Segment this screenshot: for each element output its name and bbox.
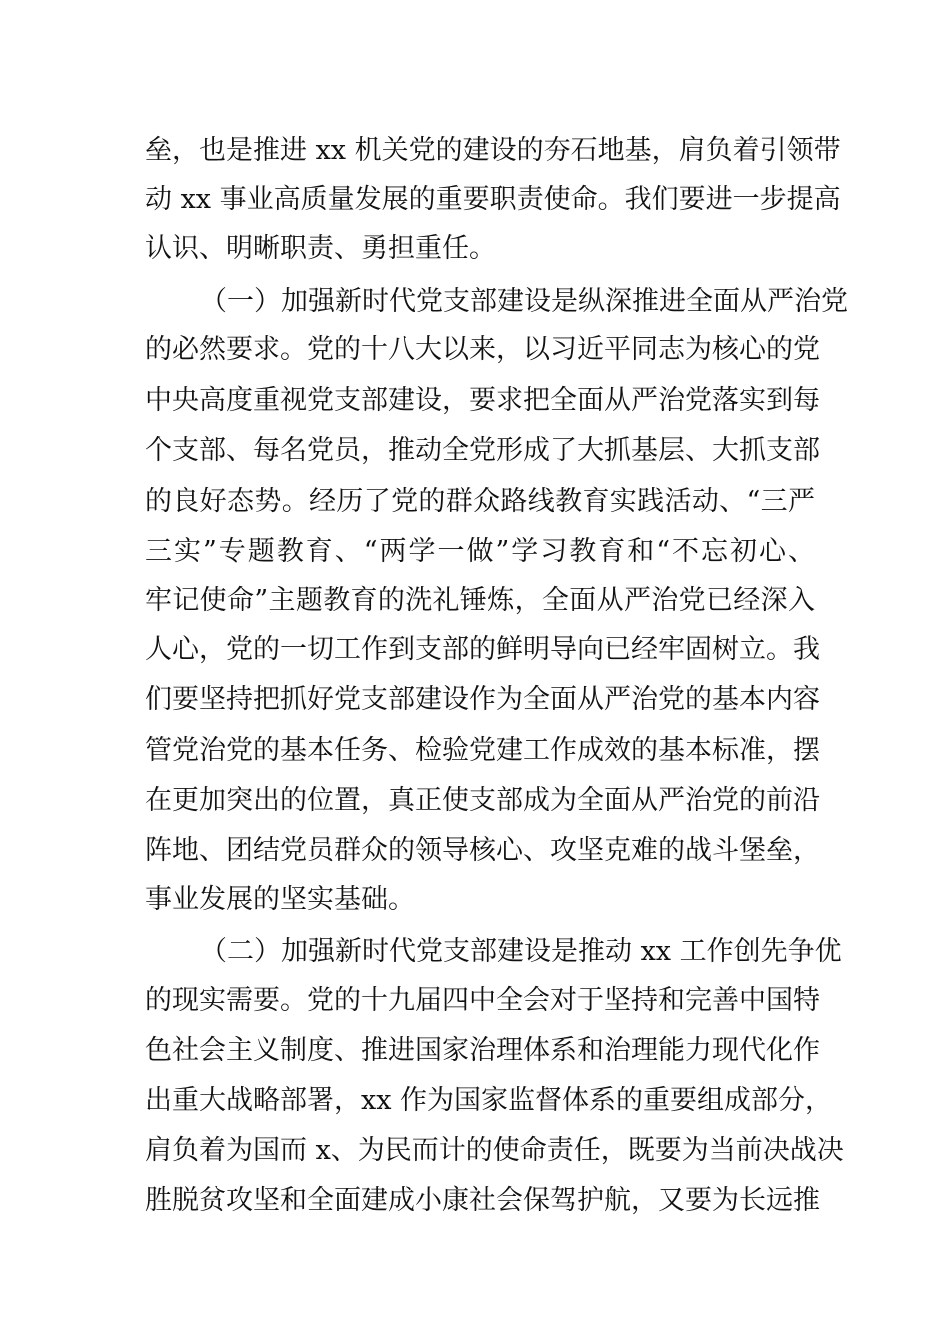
text-line: 中央高度重视党支部建设，要求把全面从严治党落实到每 [145,385,820,416]
text-line: 们要坚持把抓好党支部建设作为全面从严治党的基本内容 [145,684,820,715]
text-line: 的良好态势。经历了党的群众路线教育实践活动、“三严 [145,486,815,517]
text-line: 胜脱贫攻坚和全面建成小康社会保驾护航，又要为长远推 [145,1185,820,1216]
text-line: 个支部、每名党员，推动全党形成了大抓基层、大抓支部 [145,435,820,466]
text-line: 色社会主义制度、推进国家治理体系和治理能力现代化作 [145,1035,820,1066]
section-heading-1: （一）加强新时代党支部建设是纵深推进全面从严治党 [200,286,848,317]
text-line: 牢记使命”主题教育的洗礼锤炼，全面从严治党已经深入 [145,585,815,616]
text-line: 垒，也是推进 xx 机关党的建设的夯石地基，肩负着引领带 [145,135,841,166]
text-line: 阵地、团结党员群众的领导核心、攻坚克难的战斗堡垒， [145,835,820,866]
text-line: 的现实需要。党的十九届四中全会对于坚持和完善中国特 [145,985,820,1016]
text-line: 认识、明晰职责、勇担重任。 [145,233,496,264]
section-heading-2: （二）加强新时代党支部建设是推动 xx 工作创先争优 [200,936,842,967]
text-line: 肩负着为国而 x、为民而计的使命责任，既要为当前决战决 [145,1135,844,1166]
text-line: 管党治党的基本任务、检验党建工作成效的基本标准，摆 [145,735,820,766]
text-line: 的必然要求。党的十八大以来，以习近平同志为核心的党 [145,334,820,365]
text-line: 出重大战略部署，xx 作为国家监督体系的重要组成部分， [145,1085,833,1116]
text-line: 三实”专题教育、“两学一做”学习教育和“不忘初心、 [145,536,815,567]
text-line: 动 xx 事业高质量发展的重要职责使命。我们要进一步提高 [145,184,841,215]
text-line: 在更加突出的位置，真正使支部成为全面从严治党的前沿 [145,785,820,816]
text-line: 人心，党的一切工作到支部的鲜明导向已经牢固树立。我 [145,634,820,665]
text-line: 事业发展的坚实基础。 [145,884,415,915]
